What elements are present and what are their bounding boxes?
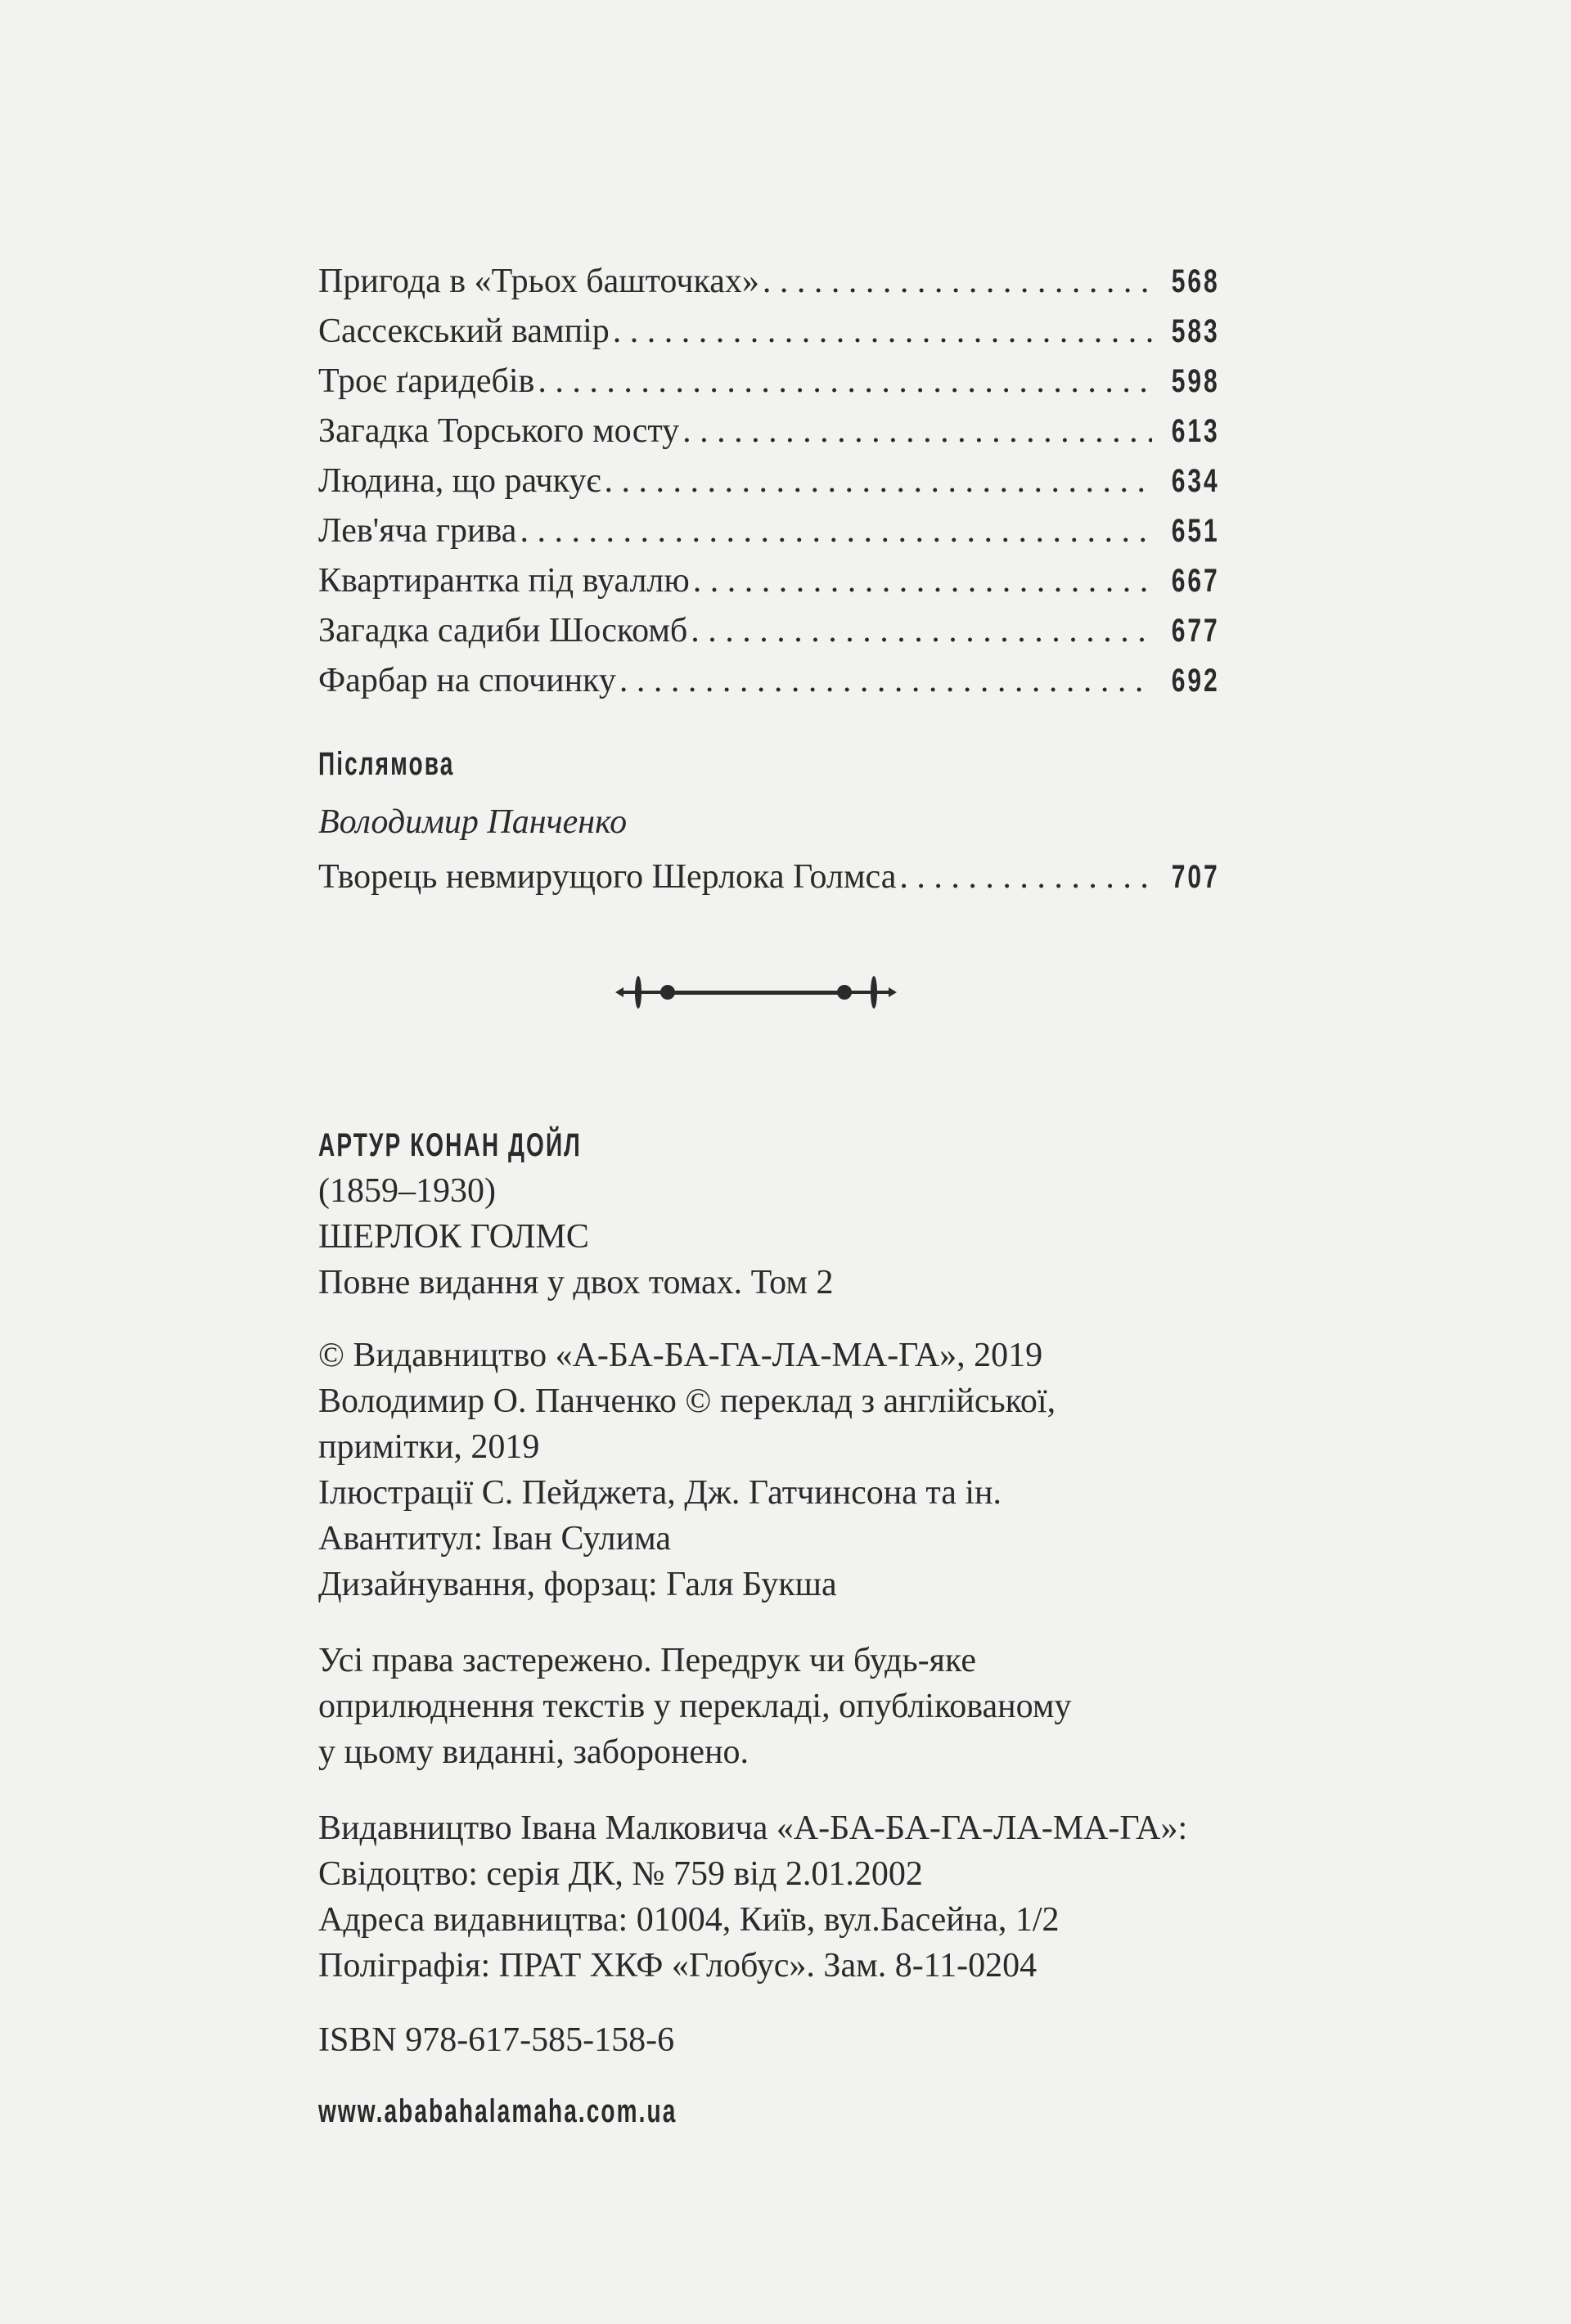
credit-line: © Видавництво «А-БА-БА-ГА-ЛА-МА-ГА», 2019 bbox=[318, 1337, 1043, 1374]
toc-entry bbox=[318, 506, 1220, 556]
leader-dots bbox=[619, 656, 1152, 706]
afterword-section bbox=[318, 741, 1220, 902]
author-name: АРТУР КОНАН ДОЙЛ bbox=[318, 1127, 582, 1163]
leader-dots bbox=[520, 506, 1152, 556]
leader-dots bbox=[691, 606, 1152, 656]
rights-line: у цьому виданні, заборонено. bbox=[318, 1733, 749, 1771]
isbn: ISBN 978-617-585-158-6 bbox=[318, 2021, 675, 2059]
publisher-line: Видавництво Івана Малковича «А-БА-БА-ГА-ЛА-МА-ГА»: bbox=[318, 1809, 1188, 1847]
toc-entry bbox=[318, 606, 1220, 656]
toc-page: 707 bbox=[1171, 859, 1220, 895]
leader-dots bbox=[682, 407, 1152, 456]
publisher-line: Свідоцтво: серія ДК, № 759 від 2.01.2002 bbox=[318, 1855, 923, 1893]
toc-entry bbox=[318, 852, 1220, 902]
toc-entry bbox=[318, 257, 1220, 307]
toc-title: Пригода в «Трьох башточках» bbox=[318, 263, 759, 300]
toc-page: 667 bbox=[1171, 563, 1220, 599]
credit-line: Дизайнування, форзац: Галя Букша bbox=[318, 1566, 837, 1603]
credit-line: Володимир О. Панченко © переклад з англійської, bbox=[318, 1382, 1056, 1420]
toc-entry bbox=[318, 357, 1220, 407]
credit-line: Авантитул: Іван Сулима bbox=[318, 1520, 672, 1558]
toc-title: Квартирантка під вуаллю bbox=[318, 562, 690, 600]
toc-page: 568 bbox=[1171, 263, 1220, 299]
toc-entry bbox=[318, 307, 1220, 357]
publisher-line: Поліграфія: ПРАТ ХКФ «Глобус». Зам. 8-11-0204 bbox=[318, 1947, 1038, 1985]
toc-title: Людина, що рачкує bbox=[318, 462, 601, 500]
toc-entry bbox=[318, 456, 1220, 506]
book-title: ШЕРЛОК ГОЛМС bbox=[318, 1218, 589, 1256]
publisher-line: Адреса видавництва: 01004, Київ, вул.Басейна, 1/2 bbox=[318, 1901, 1060, 1939]
credits-block bbox=[318, 1333, 1056, 1607]
afterword-heading: Післямова bbox=[318, 746, 455, 782]
credit-line: примітки, 2019 bbox=[318, 1428, 540, 1466]
afterword-author: Володимир Панченко bbox=[318, 803, 628, 841]
publisher-block bbox=[318, 1805, 1187, 1989]
leader-dots bbox=[899, 852, 1152, 902]
toc-title: Лев'яча грива bbox=[318, 512, 517, 550]
toc-page: 651 bbox=[1171, 513, 1220, 549]
toc-title: Сассекський вампір bbox=[318, 312, 610, 350]
table-of-contents bbox=[318, 257, 1220, 706]
toc-title: Троє ґаридебів bbox=[318, 362, 535, 400]
ornament-divider bbox=[615, 973, 897, 1011]
toc-page: 598 bbox=[1171, 363, 1220, 399]
toc-page: 634 bbox=[1171, 463, 1220, 499]
leader-dots bbox=[604, 456, 1152, 506]
toc-page: 692 bbox=[1171, 663, 1220, 699]
rights-line: оприлюднення текстів у перекладі, опублікованому bbox=[318, 1688, 1072, 1725]
toc-entry bbox=[318, 656, 1220, 706]
leader-dots bbox=[538, 357, 1152, 407]
toc-title: Фарбар на спочинку bbox=[318, 662, 616, 699]
toc-page: 677 bbox=[1171, 613, 1220, 649]
leader-dots bbox=[613, 307, 1153, 357]
author-years: (1859–1930) bbox=[318, 1172, 496, 1210]
toc-entry bbox=[318, 407, 1220, 456]
toc-entry bbox=[318, 556, 1220, 606]
edition: Повне видання у двох томах. Том 2 bbox=[318, 1264, 834, 1301]
rights-block bbox=[318, 1638, 1071, 1775]
toc-page: 583 bbox=[1171, 313, 1220, 349]
toc-page: 613 bbox=[1171, 413, 1220, 449]
toc-title: Творець невмирущого Шерлока Голмса bbox=[318, 858, 897, 896]
leader-dots bbox=[693, 556, 1152, 606]
imprint-title-block bbox=[318, 1122, 833, 1306]
toc-title: Загадка садиби Шоскомб bbox=[318, 612, 688, 650]
rights-line: Усі права застережено. Передрук чи будь-яке bbox=[318, 1642, 976, 1679]
leader-dots bbox=[763, 257, 1152, 307]
toc-title: Загадка Торського мосту bbox=[318, 412, 680, 450]
credit-line: Ілюстрації С. Пейджета, Дж. Гатчинсона та ін. bbox=[318, 1474, 1002, 1512]
website-link[interactable]: www.ababahalamaha.com.ua bbox=[318, 2093, 677, 2129]
